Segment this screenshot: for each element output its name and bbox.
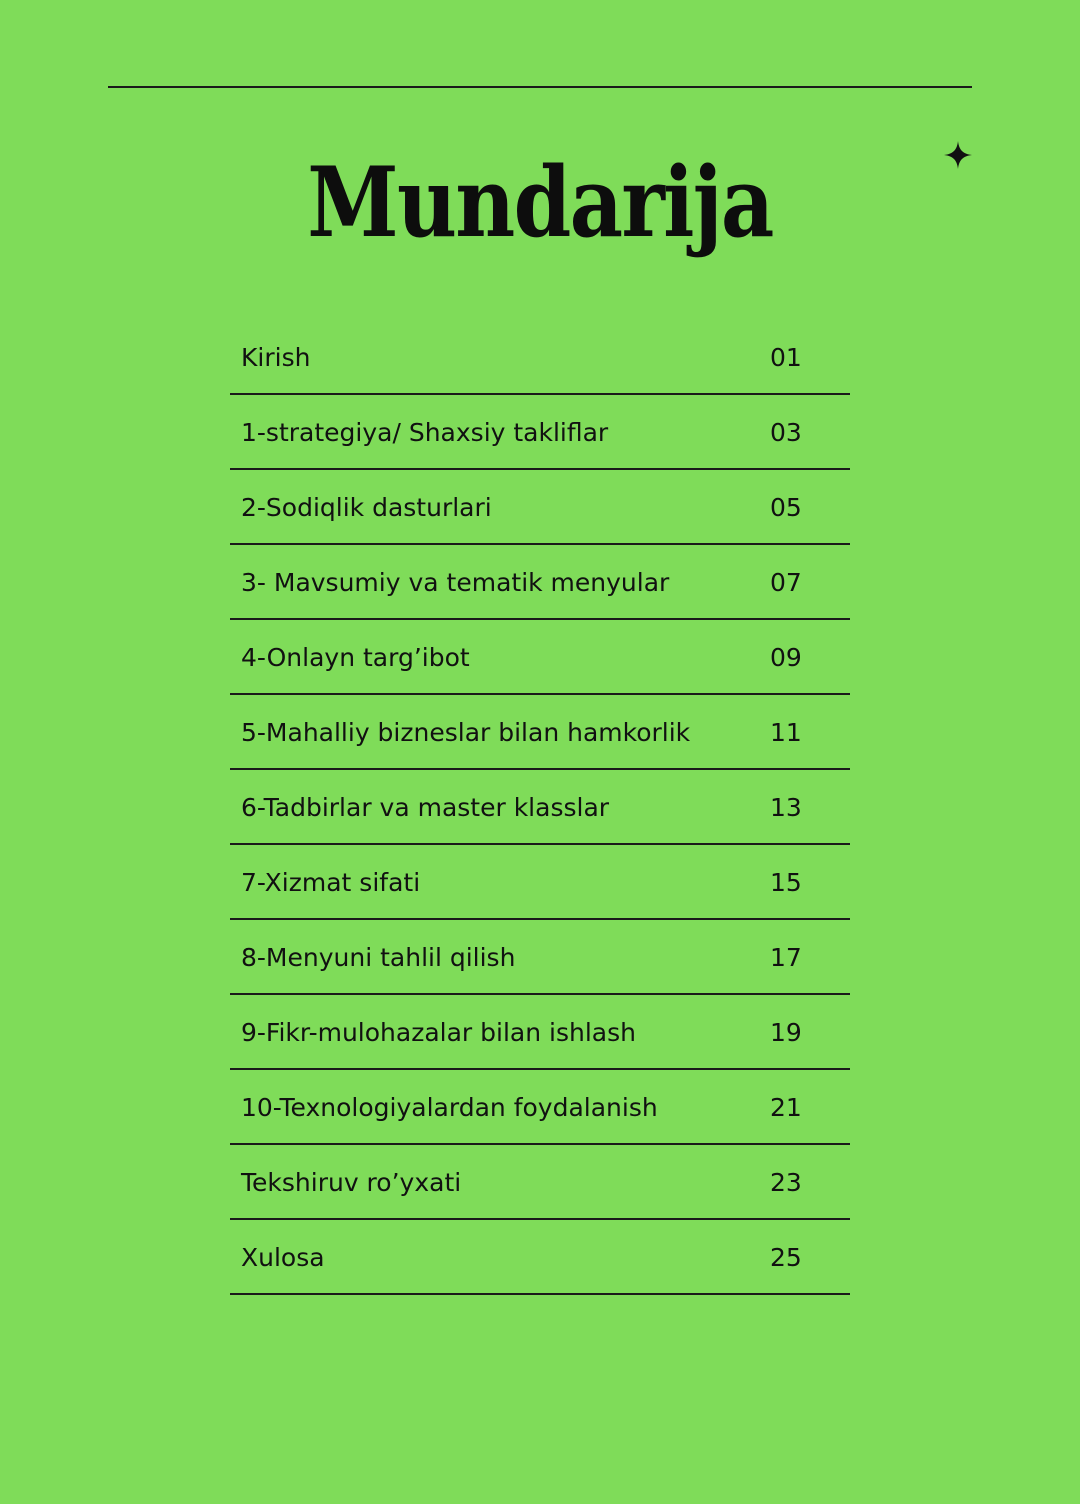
toc-row[interactable] — [230, 845, 850, 920]
toc-item-label: 10-Texnologiyalardan foydalanish — [241, 1093, 658, 1122]
toc-item-page: 17 — [770, 943, 802, 972]
toc-item-label: Xulosa — [241, 1243, 325, 1272]
top-divider — [108, 86, 972, 88]
toc-row[interactable] — [230, 545, 850, 620]
toc-row[interactable] — [230, 395, 850, 470]
toc-item-label: 1-strategiya/ Shaxsiy takliflar — [241, 418, 609, 447]
toc-item-label: 4-Onlayn targ’ibot — [241, 643, 470, 672]
toc-item-page: 01 — [770, 343, 802, 372]
toc-item-page: 05 — [770, 493, 802, 522]
toc-item-page: 13 — [770, 793, 802, 822]
toc-item-label: 2-Sodiqlik dasturlari — [241, 493, 492, 522]
toc-item-page: 23 — [770, 1168, 802, 1197]
toc-row[interactable] — [230, 470, 850, 545]
toc-item-label: 9-Fikr-mulohazalar bilan ishlash — [241, 1018, 636, 1047]
toc-item-label: Kirish — [241, 343, 311, 372]
toc-item-label: 3- Mavsumiy va tematik menyular — [241, 568, 670, 597]
toc-item-page: 15 — [770, 868, 802, 897]
toc-item-page: 11 — [770, 718, 802, 747]
toc-row[interactable] — [230, 1070, 850, 1145]
toc-item-page: 25 — [770, 1243, 802, 1272]
toc-item-page: 07 — [770, 568, 802, 597]
toc-row[interactable] — [230, 770, 850, 845]
toc-row[interactable] — [230, 1145, 850, 1220]
table-of-contents — [230, 320, 850, 1295]
toc-item-page: 03 — [770, 418, 802, 447]
toc-item-page: 21 — [770, 1093, 802, 1122]
toc-item-page: 19 — [770, 1018, 802, 1047]
toc-item-label: Tekshiruv ro’yxati — [241, 1168, 462, 1197]
toc-item-label: 8-Menyuni tahlil qilish — [241, 943, 516, 972]
toc-item-page: 09 — [770, 643, 802, 672]
toc-item-label: 5-Mahalliy bizneslar bilan hamkorlik — [241, 718, 691, 747]
toc-row[interactable] — [230, 620, 850, 695]
page-title: Mundarija — [307, 146, 773, 259]
toc-row[interactable] — [230, 920, 850, 995]
toc-row[interactable] — [230, 320, 850, 395]
toc-row[interactable] — [230, 695, 850, 770]
toc-item-label: 6-Tadbirlar va master klasslar — [241, 793, 610, 822]
toc-item-label: 7-Xizmat sifati — [241, 868, 421, 897]
toc-row[interactable] — [230, 1220, 850, 1295]
toc-row[interactable] — [230, 995, 850, 1070]
